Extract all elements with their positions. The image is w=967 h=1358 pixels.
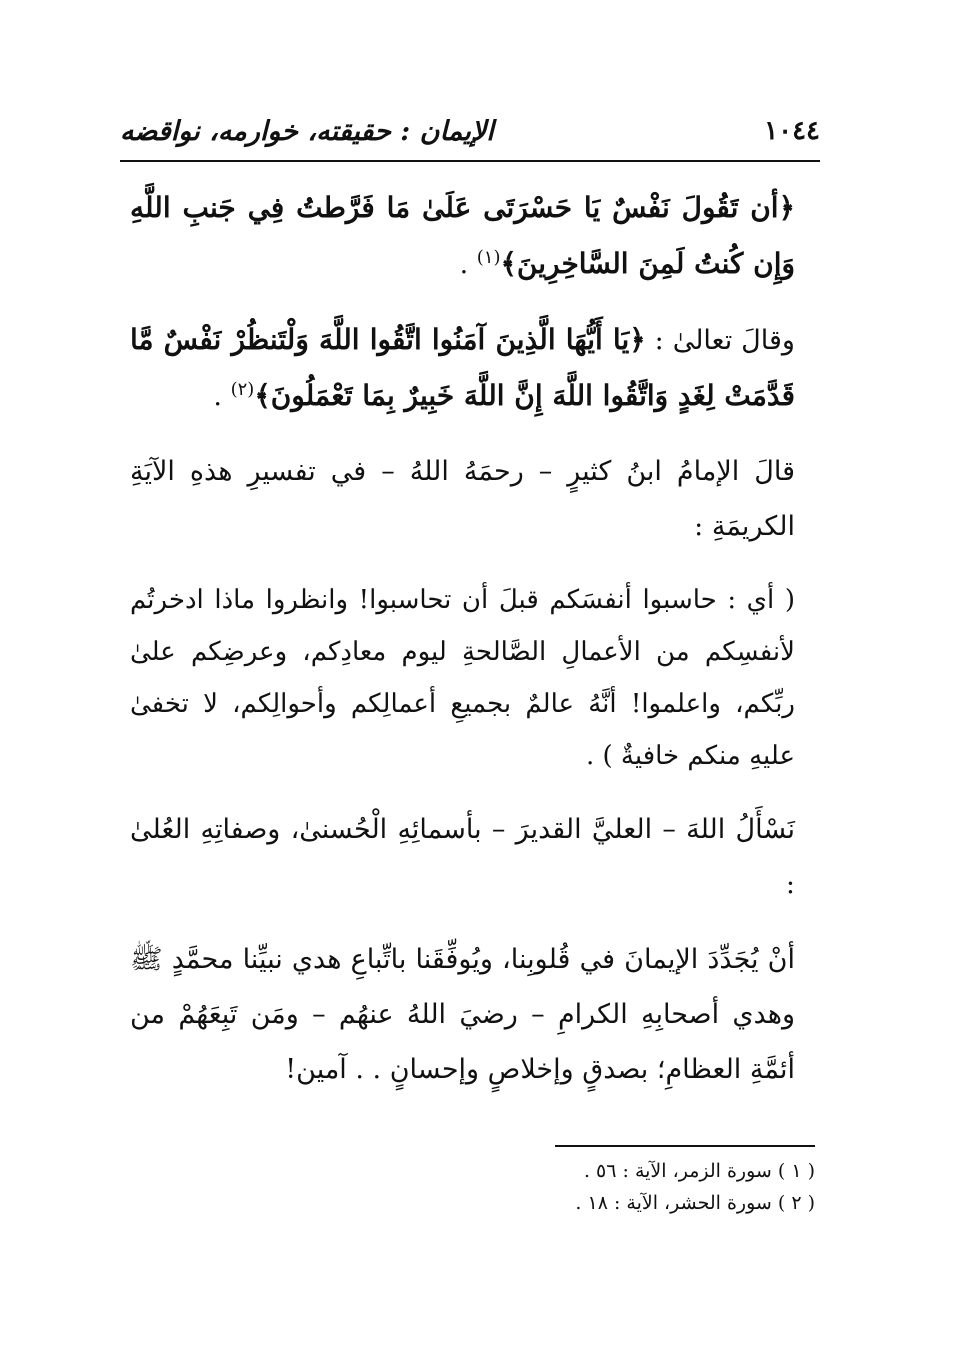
verse-intro: وقالَ تعالىٰ : xyxy=(654,325,795,356)
paragraph-supplication-content: أنْ يُجَدِّدَ الإيمانَ في قُلوبِنا، ويُوفِّقَنا باتِّباعِ هدي نبيِّنا محمَّدٍ ﷺ وهدي أصحابِهِ الكرامِ – رضيَ اللهُ عنهُم – ومَن تَبِعَهُمْ من أئمَّةِ العظامِ؛ بصدقٍ وإخلاصٍ وإحسانٍ . . آمين! xyxy=(130,944,795,1085)
quran-verse: ﴿يَا أَيُّهَا الَّذِينَ آمَنُوا اتَّقُوا اللَّهَ وَلْتَنظُرْ نَفْسٌ مَّا قَدَّمَتْ لِغَدٍ وَاتَّقُوا اللَّهَ إِنَّ اللَّهَ خَبِيرٌ بِمَا تَعْمَلُونَ﴾ xyxy=(130,323,795,412)
header-divider xyxy=(120,160,820,162)
main-text xyxy=(130,180,795,1117)
footnotes xyxy=(400,1155,815,1219)
footnote-marker: (٢) xyxy=(230,379,255,400)
page-number: ١٠٤٤ xyxy=(764,116,820,146)
verse-end-punctuation: . xyxy=(213,381,222,412)
verse-end-punctuation: . xyxy=(459,249,469,280)
paragraph-supplication: نَسْأَلُ اللهَ – العليَّ القديرَ – بأسمائِهِ الْحُسنىٰ، وصفاتِهِ العُلىٰ : xyxy=(130,814,795,900)
footnote-divider xyxy=(555,1145,815,1147)
paragraph-ibn-kathir-intro: قالَ الإمامُ ابنُ كثيرٍ – رحمَهُ اللهُ – في تفسيرِ هذهِ الآيَةِ الكريمَةِ : xyxy=(130,456,795,542)
paragraph-verse-1 xyxy=(130,180,795,292)
paragraph-tafsir-quote: ( أي : حاسبوا أنفسَكم قبلَ أن تحاسبوا! وانظروا ماذا ادخرتُم لأنفسِكم من الأعمالِ الصَّالحةِ ليوم معادِكم، وعرضِكم علىٰ ربِّكم، واعلموا! أنَّهُ عالمٌ بجميعِ أعمالِكم وأحوالِكم، لا تخفىٰ عليهِ منكم خافيةٌ ) . xyxy=(130,585,795,771)
quran-verse: ﴿أن تَقُولَ نَفْسٌ يَا حَسْرَتَى عَلَىٰ مَا فَرَّطتُ فِي جَنبِ اللَّهِ وَإِن كُنتُ لَمِنَ السَّاخِرِينَ﴾ xyxy=(130,191,795,280)
footnote-2: ( ٢ ) سورة الحشر، الآية : ١٨ . xyxy=(575,1192,815,1214)
paragraph-verse-2 xyxy=(130,312,795,424)
page-header xyxy=(120,110,820,158)
footnote-1: ( ١ ) سورة الزمر، الآية : ٥٦ . xyxy=(583,1160,815,1182)
running-title: الإيمان : حقيقته، خوارمه، نواقضه xyxy=(120,116,494,147)
footnote-marker: (١) xyxy=(476,247,501,268)
